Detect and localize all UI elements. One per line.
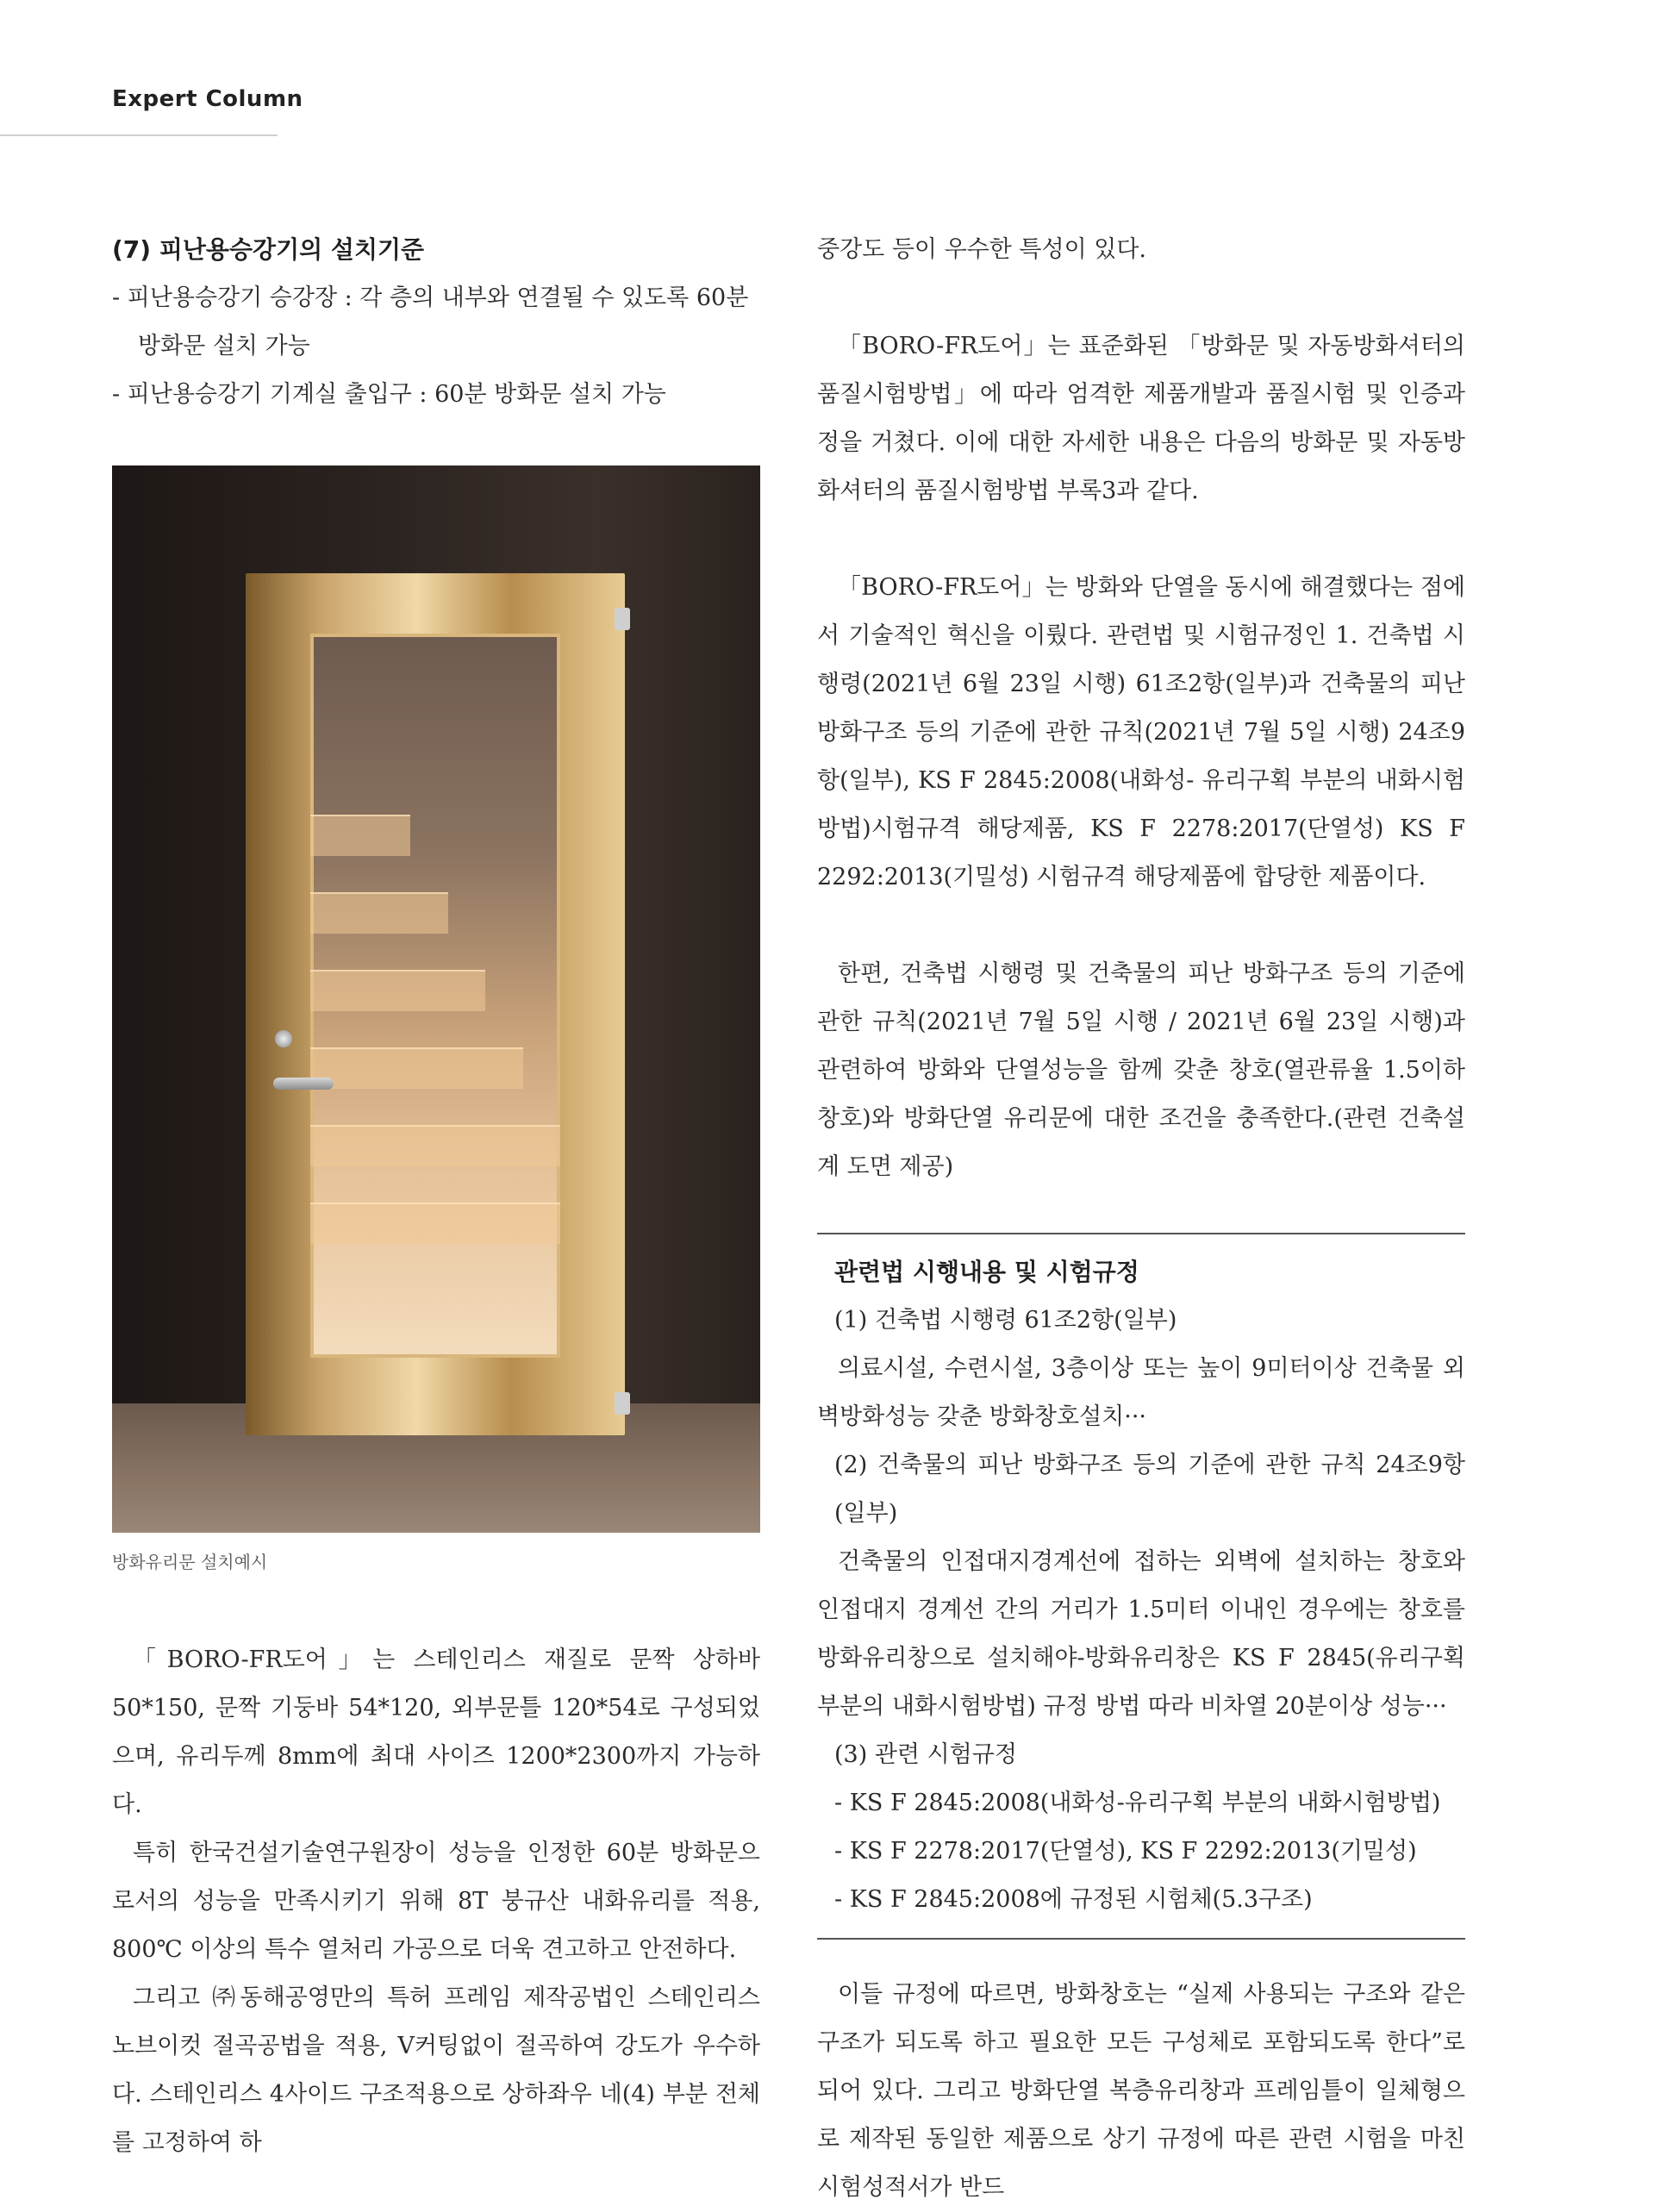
- door-frame: [246, 573, 625, 1435]
- body-paragraph: 그리고 ㈜동해공영만의 특허 프레임 제작공법인 스테인리스 노브이컷 절곡공법을 적용, V커팅없이 절곡하여 강도가 우수하다. 스테인리스 4사이드 구조적용으로 상하좌우 네(4) 부분 전체를 고정하여 하: [112, 1984, 760, 2156]
- box-item-body: 의료시설, 수련시설, 3층이상 또는 높이 9미터이상 건축물 외벽방화성능 갖춘 방화창호설치···: [817, 1355, 1465, 1430]
- box-item-title: (2) 건축물의 피난 방화구조 등의 기준에 관한 규칙 24조9항(일부): [834, 1452, 1465, 1527]
- regulations-box: [817, 1233, 1465, 1940]
- box-item-title: (3) 관련 시험규정: [834, 1741, 1017, 1768]
- stair-step: [310, 1203, 560, 1244]
- stair-step: [310, 1047, 523, 1089]
- body-paragraph: 중강도 등이 우수한 특성이 있다.: [817, 236, 1146, 263]
- hinge-icon: [615, 608, 630, 630]
- left-column-top: [112, 226, 760, 419]
- box-title: 관련법 시행내용 및 시험규정: [834, 1258, 1139, 1286]
- box-item-body: 건축물의 인접대지경계선에 접하는 외벽에 설치하는 창호와 인접대지 경계선 간의 거리가 1.5미터 이내인 경우에는 창호를 방화유리창으로 설치해야-방화유리창은 KS F 2845(유리구획 부분의 내화시험방법) 규정 방법 따라 비차열 20분이상 성능···: [817, 1548, 1465, 1720]
- box-list-item: - KS F 2278:2017(단열성), KS F 2292:2013(기밀성): [834, 1838, 1417, 1865]
- stair-step: [310, 815, 410, 856]
- box-list-item: - KS F 2845:2008에 규정된 시험체(5.3구조): [834, 1886, 1313, 1913]
- section-label: Expert Column: [112, 86, 303, 112]
- box-item-title: (1) 건축법 시행령 61조2항(일부): [834, 1307, 1177, 1334]
- left-column-body: [112, 1636, 760, 2167]
- door-handle: [273, 1078, 334, 1090]
- door-photo: [112, 466, 760, 1533]
- body-paragraph: 이들 규정에 따르면, 방화창호는 “실제 사용되는 구조와 같은 구조가 되도록 하고 필요한 모든 구성체로 포함되도록 한다”로 되어 있다. 그리고 방화단열 복층유리창과 프레임틀이 일체형으로 제작된 동일한 제품으로 상기 규정에 따른 관련 시험을 마친 시험성적서가 반드: [817, 1981, 1465, 2201]
- body-paragraph: 「BORO-FR도어」는 표준화된 「방화문 및 자동방화셔터의 품질시험방법」에 따라 엄격한 제품개발과 품질시험 및 인증과정을 거쳤다. 이에 대한 자세한 내용은 다음의 방화문 및 자동방화셔터의 품질시험방법 부록3과 같다.: [817, 333, 1465, 504]
- body-paragraph: 한편, 건축법 시행령 및 건축물의 피난 방화구조 등의 기준에 관한 규칙(2021년 7월 5일 시행 / 2021년 6월 23일 시행)과 관련하여 방화와 단열성능을 함께 갖춘 창호(열관류율 1.5이하 창호)와 방화단열 유리문에 대한 조건을 충족한다.(관련 건축설계 도면 제공): [817, 960, 1465, 1180]
- door-glass-panel: [310, 634, 560, 1358]
- header-divider: [0, 134, 278, 136]
- bullet-item: - 피난용승강기 승강장 : 각 층의 내부와 연결될 수 있도록 60분 방화문 설치 가능: [112, 284, 749, 359]
- body-paragraph: 「BORO-FR도어」는 방화와 단열을 동시에 해결했다는 점에서 기술적인 혁신을 이뤘다. 관련법 및 시험규정인 1. 건축법 시행령(2021년 6월 23일 시행) 61조2항(일부)과 건축물의 피난 방화구조 등의 기준에 관한 규칙(2021년 7월 5일 시행) 24조9항(일부), KS F 2845:2008(내화성- 유리구획 부분의 내화시험방법)시험규격 해당제품, KS F 2278:2017(단열성) KS F 2292:2013(기밀성) 시험규격 해당제품에 합당한 제품이다.: [817, 574, 1465, 890]
- section-heading: (7) 피난용승강기의 설치기준: [112, 235, 425, 264]
- lock-icon: [275, 1030, 292, 1047]
- stair-step: [310, 892, 448, 934]
- stair-step: [310, 1125, 560, 1166]
- bullet-item: - 피난용승강기 기계실 출입구 : 60분 방화문 설치 가능: [112, 381, 666, 408]
- stair-step: [310, 970, 485, 1011]
- body-paragraph: 「BORO-FR도어」는 스테인리스 재질로 문짝 상하바 50*150, 문짝 기둥바 54*120, 외부문틀 120*54로 구성되었으며, 유리두께 8mm에 최대 사이즈 1200*2300까지 가능하다.: [112, 1647, 760, 1818]
- hinge-icon: [615, 1392, 630, 1415]
- body-paragraph: 특히 한국건설기술연구원장이 성능을 인정한 60분 방화문으로서의 성능을 만족시키기 위해 8T 붕규산 내화유리를 적용, 800℃ 이상의 특수 열처리 가공으로 더욱 견고하고 안전하다.: [112, 1840, 760, 1963]
- right-column: [817, 226, 1465, 2212]
- box-list-item: - KS F 2845:2008(내화성-유리구획 부분의 내화시험방법): [834, 1790, 1441, 1816]
- figure-caption: 방화유리문 설치예시: [112, 1552, 268, 1572]
